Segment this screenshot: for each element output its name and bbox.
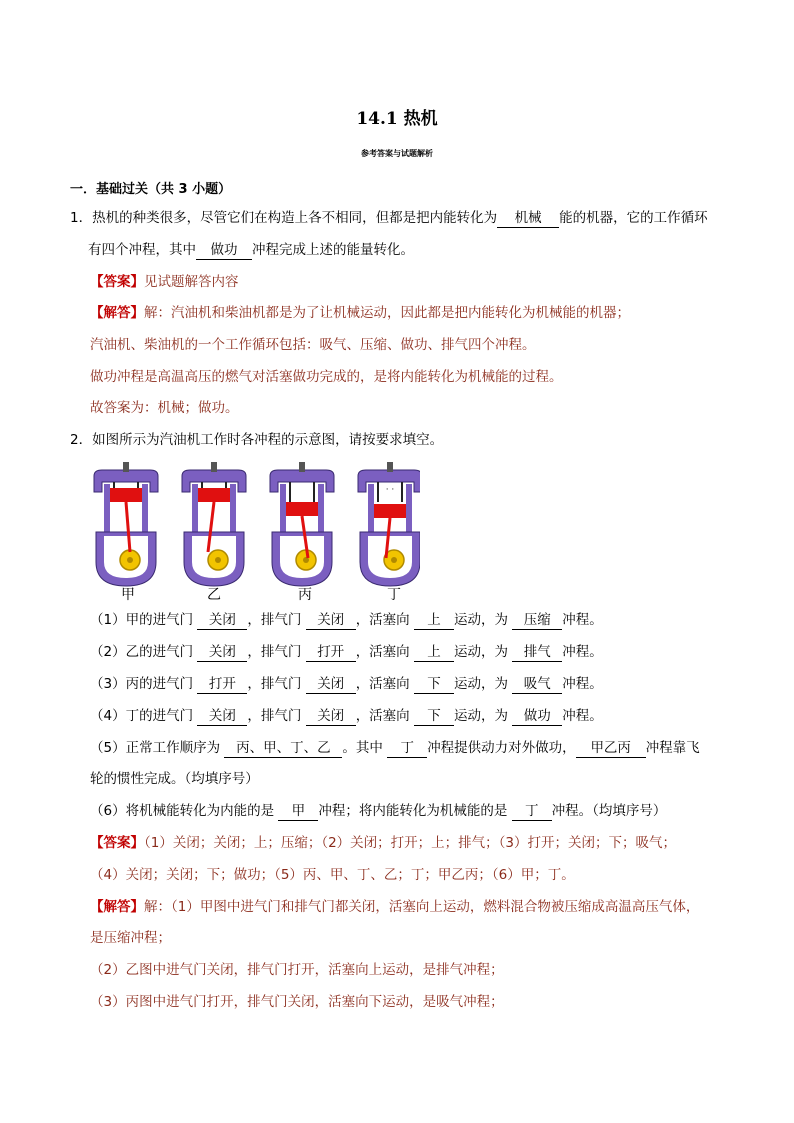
q1-line1 [70, 208, 708, 228]
q2-answer [90, 833, 676, 853]
engine-yi-icon [182, 462, 246, 586]
row-label: （3）丙的进气门 [90, 676, 194, 692]
exhaust-blank: 打开 [306, 644, 356, 662]
figure-label-bing: 丙 [298, 587, 312, 603]
mech-to-internal-blank: 甲 [278, 803, 318, 821]
engine-bing-icon [270, 462, 334, 586]
analysis-tag: 【解答】 [90, 305, 144, 321]
inlet-blank: 关闭 [197, 708, 247, 726]
row-text: 冲程。 [562, 644, 603, 660]
engine-jia-icon [94, 462, 158, 586]
q1-text: 冲程完成上述的能量转化。 [252, 242, 414, 258]
answer-tag: 【答案】 [90, 274, 144, 290]
row-text: 运动，为 [453, 612, 508, 628]
q2-answer-2: （4）关闭；关闭；下；做功；（5）丙、甲、丁、乙；丁；甲乙丙；（6）甲；丁。 [90, 867, 575, 883]
row-text: ，活塞向 [355, 644, 410, 660]
inertia-strokes-blank: 甲乙丙 [576, 740, 646, 758]
engine-strokes-figure [90, 462, 420, 602]
power-stroke-blank: 丁 [387, 740, 427, 758]
row-text: 冲程。（均填序号） [551, 803, 667, 819]
q2-q6 [90, 801, 666, 821]
stroke-blank: 排气 [512, 644, 562, 662]
q1-text: 有四个冲程，其中 [88, 242, 196, 258]
answer-text: 见试题解答内容 [144, 274, 239, 290]
row-label: （5）正常工作顺序为 [90, 740, 221, 756]
exhaust-blank: 关闭 [306, 676, 356, 694]
direction-blank: 下 [414, 676, 454, 694]
row-text: ，排气门 [247, 612, 302, 628]
inlet-blank: 打开 [197, 676, 247, 694]
q1-analysis-3: 做功冲程是高温高压的燃气对活塞做功完成的，是将内能转化为机械能的过程。 [90, 369, 563, 385]
row-text: 冲程靠飞 [645, 740, 700, 756]
row-text: 冲程提供动力对外做功， [427, 740, 576, 756]
q2-row-4 [90, 706, 603, 726]
answer-tag: 【答案】 [90, 835, 144, 851]
row-text: ，活塞向 [355, 676, 410, 692]
q2-analysis-1b: 是压缩冲程； [90, 930, 171, 946]
row-text: ，活塞向 [355, 708, 410, 724]
q1-answer [90, 272, 239, 292]
q2-q5-line2: 轮的惯性完成。（均填序号） [90, 771, 259, 787]
row-text: 运动，为 [453, 676, 508, 692]
q2-stem: 2．如图所示为汽油机工作时各冲程的示意图，请按要求填空。 [70, 432, 444, 448]
direction-blank: 上 [414, 612, 454, 630]
row-label: （1）甲的进气门 [90, 612, 194, 628]
row-text: 。其中 [342, 740, 383, 756]
q2-row-3 [90, 674, 603, 694]
row-text: ，活塞向 [355, 612, 410, 628]
figure-label-ding: 丁 [387, 587, 401, 603]
analysis-tag: 【解答】 [90, 899, 144, 915]
stroke-blank: 做功 [512, 708, 562, 726]
page-title: 14.1 热机 [356, 109, 438, 129]
q2-row-1 [90, 610, 603, 630]
row-text: ，排气门 [247, 676, 302, 692]
stroke-blank: 压缩 [512, 612, 562, 630]
inlet-blank: 关闭 [197, 612, 247, 630]
page-subtitle: 参考答案与试题解析 [361, 149, 433, 158]
figure-label-yi: 乙 [207, 587, 221, 603]
row-text: ，排气门 [247, 708, 302, 724]
q2-q5-line1 [90, 738, 700, 758]
row-text: 运动，为 [453, 708, 508, 724]
q1-blank-2: 做功 [196, 242, 252, 260]
q2-analysis-3: （3）丙图中进气门打开，排气门关闭，活塞向下运动，是吸气冲程； [90, 994, 504, 1010]
exhaust-blank: 关闭 [306, 612, 356, 630]
row-label: （2）乙的进气门 [90, 644, 194, 660]
analysis-text: 解：汽油机和柴油机都是为了让机械运动，因此都是把内能转化为机械能的机器； [144, 305, 630, 321]
row-text: 运动，为 [453, 644, 508, 660]
row-text: 冲程。 [562, 708, 603, 724]
q1-analysis-2: 汽油机、柴油机的一个工作循环包括：吸气、压缩、做功、排气四个冲程。 [90, 337, 536, 353]
row-label: （6）将机械能转化为内能的是 [90, 803, 275, 819]
internal-to-mech-blank: 丁 [512, 803, 552, 821]
answer-text: （1）关闭；关闭；上；压缩；（2）关闭；打开；上；排气；（3）打开；关闭；下；吸气； [144, 835, 677, 851]
svg-text:· ·: · · [385, 485, 395, 495]
q1-text: 1．热机的种类很多，尽管它们在构造上各不相同，但都是把内能转化为 [70, 210, 498, 226]
stroke-blank: 吸气 [512, 676, 562, 694]
q1-analysis [90, 303, 630, 323]
row-text: ，排气门 [247, 644, 302, 660]
direction-blank: 上 [414, 644, 454, 662]
row-text: 冲程。 [562, 612, 603, 628]
section-heading: 一．基础过关（共 3 小题） [70, 182, 232, 197]
engine-ding-icon [358, 462, 420, 586]
q1-blank-1: 机械 [497, 210, 559, 228]
row-label: （4）丁的进气门 [90, 708, 194, 724]
q2-analysis-2: （2）乙图中进气门关闭，排气门打开，活塞向上运动，是排气冲程； [90, 962, 504, 978]
q1-text: 能的机器，它的工作循环 [559, 210, 708, 226]
q2-analysis [90, 897, 699, 917]
q2-row-2 [90, 642, 603, 662]
analysis-text: 解：（1）甲图中进气门和排气门都关闭，活塞向上运动，燃料混合物被压缩成高温高压气体， [144, 899, 700, 915]
row-text: 冲程。 [562, 676, 603, 692]
figure-label-jia: 甲 [121, 587, 135, 603]
row-text: 冲程；将内能转化为机械能的是 [318, 803, 508, 819]
direction-blank: 下 [414, 708, 454, 726]
order-blank: 丙、甲、丁、乙 [224, 740, 342, 758]
inlet-blank: 关闭 [197, 644, 247, 662]
q1-line2 [88, 240, 414, 260]
exhaust-blank: 关闭 [306, 708, 356, 726]
q1-analysis-4: 故答案为：机械；做功。 [90, 400, 239, 416]
